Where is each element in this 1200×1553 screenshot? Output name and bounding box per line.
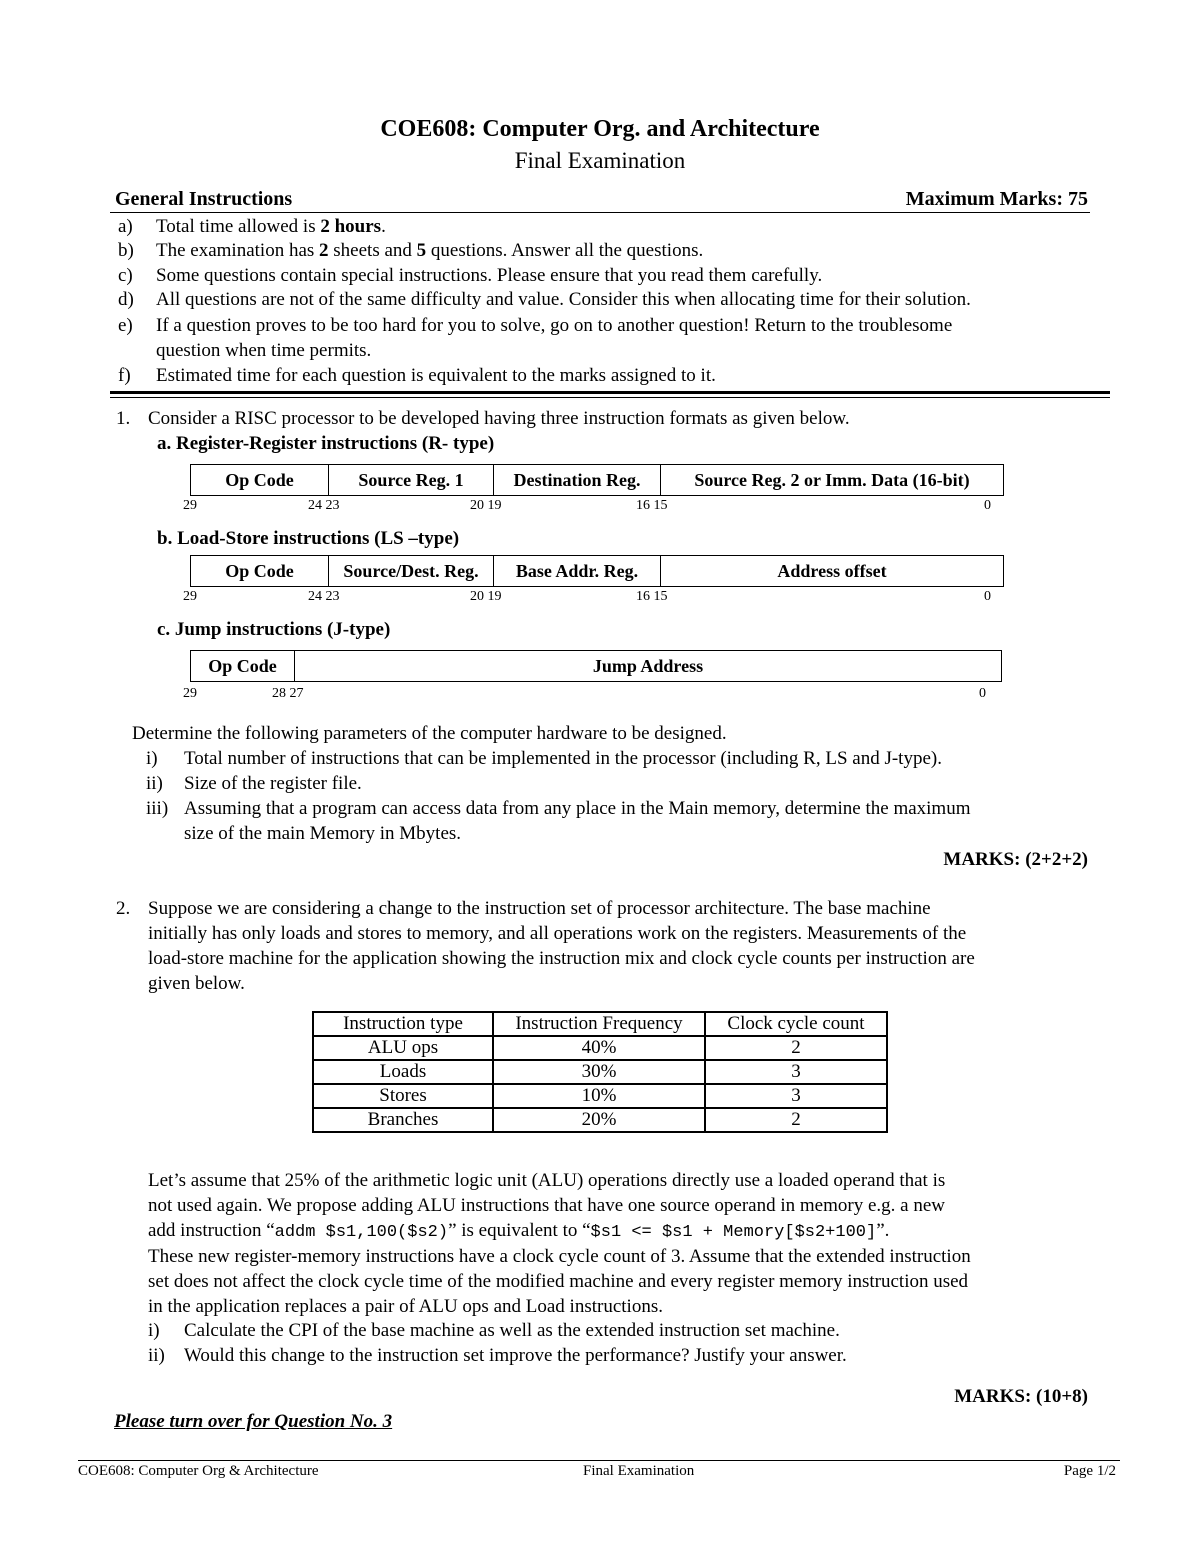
q2-para1-line: given below. [148,973,245,994]
q2-para2-line: set does not affect the clock cycle time of the modified machine and every register memory instruction used [148,1271,969,1292]
field-address-offset: Address offset [777,560,887,581]
bit-label: 20 19 [470,589,502,604]
q2-marks: MARKS: (10+8) [954,1386,1088,1407]
max-marks: Maximum Marks: 75 [905,188,1088,210]
q1-part-text: Assuming that a program can access data from any place in the Main memory, determine the maximum [184,798,971,819]
format-r-diagram [190,464,1004,496]
table-cell: Loads [313,1060,493,1084]
format-j-heading: c. Jump instructions (J-type) [157,619,391,640]
bit-label: 0 [979,686,986,701]
footer-left: COE608: Computer Org & Architecture [78,1463,319,1479]
table-cell: 20% [493,1108,705,1132]
instructions-heading: General Instructions [115,188,293,210]
table-cell: 2 [705,1108,887,1132]
field-base-addr-reg: Base Addr. Reg. [494,556,661,586]
format-r-heading: a. Register-Register instructions (R- type) [157,433,495,454]
bit-label: 29 [183,589,197,604]
field-destination-reg: Destination Reg. [494,465,661,495]
q2-part-label: ii) [148,1345,165,1366]
q2-para2-line: in the application replaces a pair of ALU ops and Load instructions. [148,1296,663,1317]
table-cell: 30% [493,1060,705,1084]
q1-marks: MARKS: (2+2+2) [943,849,1088,870]
bit-label: 29 [183,686,197,701]
table-row [313,1036,887,1060]
bit-label: 29 [183,498,197,513]
bit-label: 28 27 [272,686,304,701]
bit-label: 24 23 [308,589,340,604]
format-ls-diagram [190,555,1004,587]
field-source-reg-2: Source Reg. 2 or Imm. Data (16-bit) [694,469,970,490]
table-header-row [313,1012,887,1036]
q1-part-label: i) [146,748,158,769]
heading-rule [110,212,1090,213]
table-header: Instruction Frequency [493,1012,705,1036]
q2-part-text: Would this change to the instruction set improve the performance? Justify your answer. [184,1345,847,1366]
q2-para2-line: These new register-memory instructions have a clock cycle count of 3. Assume that the extended instruction [148,1246,971,1267]
table-header: Instruction type [313,1012,493,1036]
field-jump-address: Jump Address [592,655,704,676]
q2-para1-line: Suppose we are considering a change to the instruction set of processor architecture. The base machine [148,898,931,919]
table-cell: 40% [493,1036,705,1060]
bit-label: 20 19 [470,498,502,513]
bit-label: 0 [984,589,991,604]
table-row [313,1060,887,1084]
footer-center: Final Examination [583,1463,695,1479]
bit-label: 24 23 [308,498,340,513]
field-op-code: Op Code [191,651,295,681]
q2-para1-line: load-store machine for the application showing the instruction mix and clock cycle counts per instruction are [148,948,975,969]
exam-subtitle: Final Examination [514,148,686,173]
table-cell: 10% [493,1084,705,1108]
q1-part-label: iii) [146,798,169,819]
q2-part-text: Calculate the CPI of the base machine as well as the extended instruction set machine. [184,1320,840,1341]
field-source-dest-reg: Source/Dest. Reg. [329,556,494,586]
q1-determine: Determine the following parameters of the computer hardware to be designed. [132,723,727,744]
field-op-code: Op Code [191,465,329,495]
table-header: Clock cycle count [705,1012,887,1036]
table-cell: 2 [705,1036,887,1060]
code-snippet: $s1 <= $s1 + Memory[$s2+100] [590,1223,877,1242]
q2-para2-line: not used again. We propose adding ALU instructions that have one source operand in memory e.g. a new [148,1195,945,1216]
footer-page-number: Page 1/2 [1063,1463,1116,1479]
field-op-code: Op Code [191,556,329,586]
q1-part-text-continued: size of the main Memory in Mbytes. [184,823,462,844]
section-divider-thin [110,397,1110,398]
turn-over-note: Please turn over for Question No. 3 [114,1411,393,1432]
table-row [313,1108,887,1132]
q1-part-text: Total number of instructions that can be implemented in the processor (including R, LS and J-type). [184,748,942,769]
format-j-diagram [190,650,1002,682]
format-ls-heading: b. Load-Store instructions (LS –type) [157,528,460,549]
field-source-reg-1: Source Reg. 1 [329,465,494,495]
table-cell: Stores [313,1084,493,1108]
footer-rule [78,1460,1120,1461]
q2-para2-line: Let’s assume that 25% of the arithmetic logic unit (ALU) operations directly use a loaded operand that is [148,1170,946,1191]
q1-number: 1. [116,408,131,429]
q1-part-label: ii) [146,773,163,794]
table-cell: Branches [313,1108,493,1132]
code-snippet: addm $s1,100($s2) [274,1223,449,1242]
bit-label: 16 15 [636,589,668,604]
q1-intro: Consider a RISC processor to be developed having three instruction formats as given below. [148,408,850,429]
q1-part-text: Size of the register file. [184,773,362,794]
q2-number: 2. [116,898,131,919]
instruction-mix-table [312,1011,888,1133]
table-cell: ALU ops [313,1036,493,1060]
q2-para2-line: add instruction “addm $s1,100($s2)” is equivalent to “$s1 <= $s1 + Memory[$s2+100]”. [148,1220,890,1242]
q2-part-label: i) [148,1320,160,1341]
table-row [313,1084,887,1108]
section-divider [110,391,1110,394]
bit-label: 16 15 [636,498,668,513]
bit-label: 0 [984,498,991,513]
q2-para1-line: initially has only loads and stores to memory, and all operations work on the registers. Measurements of the [148,923,967,944]
table-cell: 3 [705,1084,887,1108]
exam-title: COE608: Computer Org. and Architecture [380,116,820,142]
table-cell: 3 [705,1060,887,1084]
